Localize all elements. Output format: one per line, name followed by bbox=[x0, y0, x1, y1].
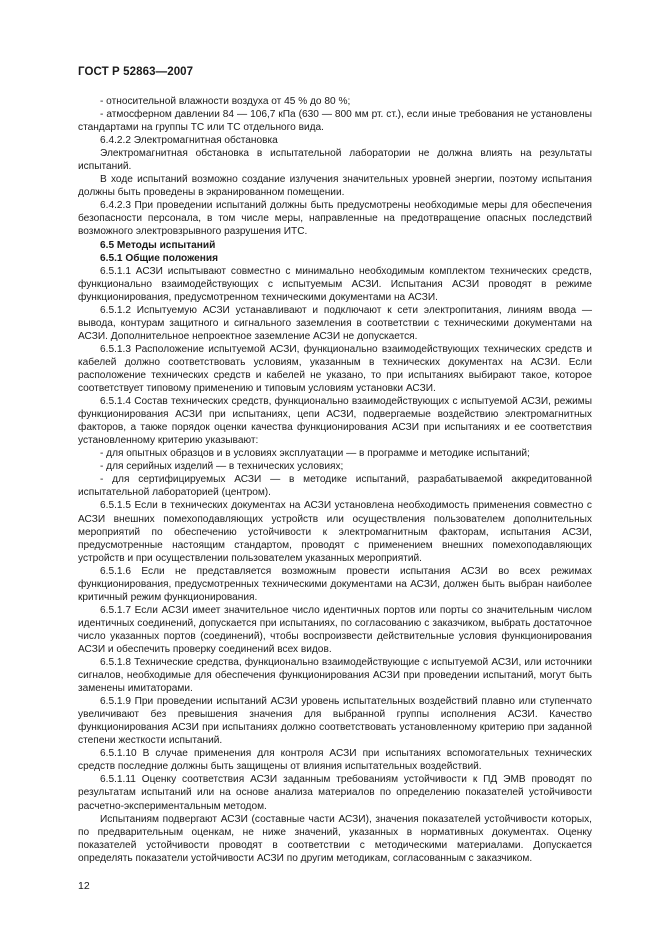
paragraph: - относительной влажности воздуха от 45 % до 80 %; bbox=[100, 96, 351, 107]
list-item: - для сертифицируемых АСЗИ — в методике испытаний, разрабатываемой аккредитованной испытательной лабораторией (центром). bbox=[78, 474, 592, 499]
paragraph: 6.5.1.3 Расположение испытуемой АСЗИ, функционально взаимодействующих технических средств и кабелей должно соответствовать условиям, указанным в технических документах на АСЗИ. Если расположение технических средств и кабелей не указано, то при испытаниях выбирают такое, которое соответствует типовому применению и типовым условиям установки АСЗИ. bbox=[78, 343, 592, 395]
paragraph: 6.5.1.11 Оценку соответствия АСЗИ заданным требованиям устойчивости к ПД ЭМВ проводят по результатам испытаний или на основе анализа материалов по определению показателей устойчивости расчетно-экспериментальным методом. bbox=[78, 774, 592, 812]
paragraph: 6.5.1.7 Если АСЗИ имеет значительное число идентичных портов или порты со значительным числом идентичных соединений, допускается при испытаниях, по согласованию с заказчиком, выбрать достаточное число указанных портов (соединений), чтобы воспроизвести действительные условия функционирования АСЗИ и обеспечить проверку соединений всех видов. bbox=[78, 604, 592, 655]
paragraph: 6.5.1.9 При проведении испытаний АСЗИ уровень испытательных воздействий плавно или ступенчато увеличивают без превышения значения для выбранной группы исполнения АСЗИ. Качество функционирования АСЗИ при испытаниях должно соответствовать установленному критерию при заданной степени жесткости испытаний. bbox=[78, 696, 592, 747]
paragraph: - атмосферном давлении 84 — 106,7 кПа (630 — 800 мм рт. ст.), если иные требования не установлены стандартами на группы ТС или ТС отдельного вида. bbox=[78, 109, 592, 134]
list-item: - для опытных образцов и в условиях эксплуатации — в программе и методике испытаний; bbox=[100, 448, 530, 460]
paragraph: 6.5.1.2 Испытуемую АСЗИ устанавливают и подключают к сети электропитания, линиям ввода — вывода, контурам защитного и сигнального заземления в соответствии с техническими документами на АСЗИ. Дополнительное непроектное заземление АСЗИ не допускается. bbox=[78, 304, 592, 342]
paragraph: 6.5.1.8 Технические средства, функционально взаимодействующие с испытуемой АСЗИ, или источники сигналов, необходимые для обеспечения функционирования АСЗИ при проведении испытаний, могут быть заменены имитаторами. bbox=[78, 657, 592, 695]
page-number: 12 bbox=[78, 880, 90, 892]
paragraph: 6.5.1.6 Если не представляется возможным провести испытания АСЗИ во всех режимах функционирования, предусмотренных техническими документами на АСЗИ, должен быть выбран наиболее критичный режим функционирования. bbox=[78, 565, 592, 603]
document-header: ГОСТ Р 52863—2007 bbox=[78, 66, 194, 78]
section-heading: 6.5 Методы испытаний bbox=[100, 239, 216, 251]
paragraph: Электромагнитная обстановка в испытательной лаборатории не должна влиять на результаты испытаний. bbox=[78, 148, 592, 173]
list-item: - для серийных изделий — в технических условиях; bbox=[100, 461, 344, 473]
paragraph: 6.5.1.1 АСЗИ испытывают совместно с минимально необходимым комплектом технических средств, функционально взаимодействующих с испытуемым АСЗИ. Испытания АСЗИ проводят в режиме функционирования, предусмотренном техническими документами на АСЗИ. bbox=[78, 265, 592, 303]
subsection-heading: 6.5.1 Общие положения bbox=[100, 252, 218, 264]
paragraph: 6.4.2.3 При проведении испытаний должны быть предусмотрены необходимые меры для обеспечения безопасности персонала, в том числе меры, направленные на предотвращение опасных последствий возможного электровзрывного разрушения ИТС. bbox=[78, 200, 592, 238]
paragraph: В ходе испытаний возможно создание излучения значительных уровней энергии, поэтому испытания должны быть проведены в экранированном помещении. bbox=[78, 174, 592, 199]
paragraph: 6.4.2.2 Электромагнитная обстановка bbox=[100, 135, 278, 147]
paragraph: 6.5.1.10 В случае применения для контроля АСЗИ при испытаниях вспомогательных технических средств последние должны быть защищены от влияния испытательных воздействий. bbox=[78, 748, 592, 773]
paragraph: 6.5.1.5 Если в технических документах на АСЗИ установлена необходимость применения совместно с АСЗИ внешних помехоподавляющих устройств или осуществления пользователем дополнительных мероприятий по обеспечению устойчивости к электромагнитным факторам, испытания АСЗИ, предусмотренные настоящим стандартом, проводят с применением внешних помехоподавляющих устройств и при осуществлении пользователем указанных мероприятий. bbox=[78, 500, 592, 564]
document-body bbox=[78, 95, 592, 865]
paragraph: Испытаниям подвергают АСЗИ (составные части АСЗИ), значения показателей устойчивости которых, по предварительным оценкам, не ниже значений, указанных в нормативных документах. Оценку показателей устойчивости проводят в соответствии с методическими материалами. Допускается определять показатели устойчивости АСЗИ по другим методикам, согласованным с заказчиком. bbox=[78, 813, 592, 864]
paragraph: 6.5.1.4 Состав технических средств, функционально взаимодействующих с испытуемой АСЗИ, режимы функционирования АСЗИ при испытаниях, цепи АСЗИ, подвергаемые воздействию электромагнитных факторов, а также порядок оценки качества функционирования АСЗИ при испытаниях и ее соответствия установленному критерию указывают: bbox=[78, 396, 592, 447]
